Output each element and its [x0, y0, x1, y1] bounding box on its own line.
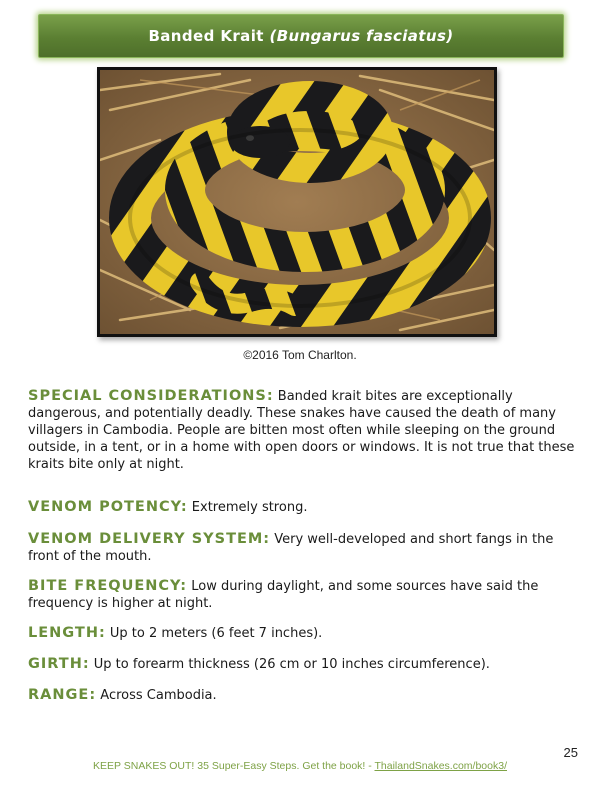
section-label: BITE FREQUENCY: [28, 578, 188, 594]
section-text: Banded krait bites are exceptionally dangerous, and potentially deadly. These snakes have caused the death of many villagers in Cambodia. People are bitten most often while sleeping on the ground outside, in a tent, or in a home with open doors or windows. It is not true that these kraits bite only at night. [28, 389, 575, 472]
page-title [148, 27, 453, 45]
section-girth [28, 656, 580, 673]
scientific-name: (Bungarus fasciatus) [269, 27, 454, 45]
snake-photo [97, 67, 497, 337]
section-text: Across Cambodia. [100, 688, 217, 703]
section-length [28, 625, 580, 642]
common-name: Banded Krait [148, 27, 264, 45]
section-label: LENGTH: [28, 625, 106, 641]
footer-promo-text: KEEP SNAKES OUT! 35 Super-Easy Steps. Get the book! - [93, 760, 375, 772]
section-text: Up to forearm thickness (26 cm or 10 inches circumference). [93, 657, 490, 672]
section-label: VENOM POTENCY: [28, 499, 188, 515]
section-venom-delivery-system [28, 531, 580, 565]
section-label: RANGE: [28, 687, 97, 703]
section-label: SPECIAL CONSIDERATIONS: [28, 388, 274, 404]
section-range [28, 687, 580, 704]
section-text: Extremely strong. [191, 500, 308, 515]
footer-promo [0, 760, 600, 772]
section-text: Very well-developed and short fangs in the front of the mouth. [28, 532, 554, 564]
title-banner [38, 14, 564, 58]
section-venom-potency [28, 499, 580, 516]
section-bite-frequency [28, 578, 580, 612]
page-number: 25 [563, 745, 578, 760]
photo-caption: ©2016 Tom Charlton. [243, 348, 357, 362]
section-label: VENOM DELIVERY SYSTEM: [28, 531, 271, 547]
section-special-considerations [28, 388, 580, 473]
banded-krait-photo-illustration [100, 70, 494, 334]
section-text: Up to 2 meters (6 feet 7 inches). [109, 626, 323, 641]
section-label: GIRTH: [28, 656, 90, 672]
footer-book-link[interactable]: ThailandSnakes.com/book3/ [374, 760, 507, 772]
section-text: Low during daylight, and some sources have said the frequency is higher at night. [28, 579, 539, 611]
